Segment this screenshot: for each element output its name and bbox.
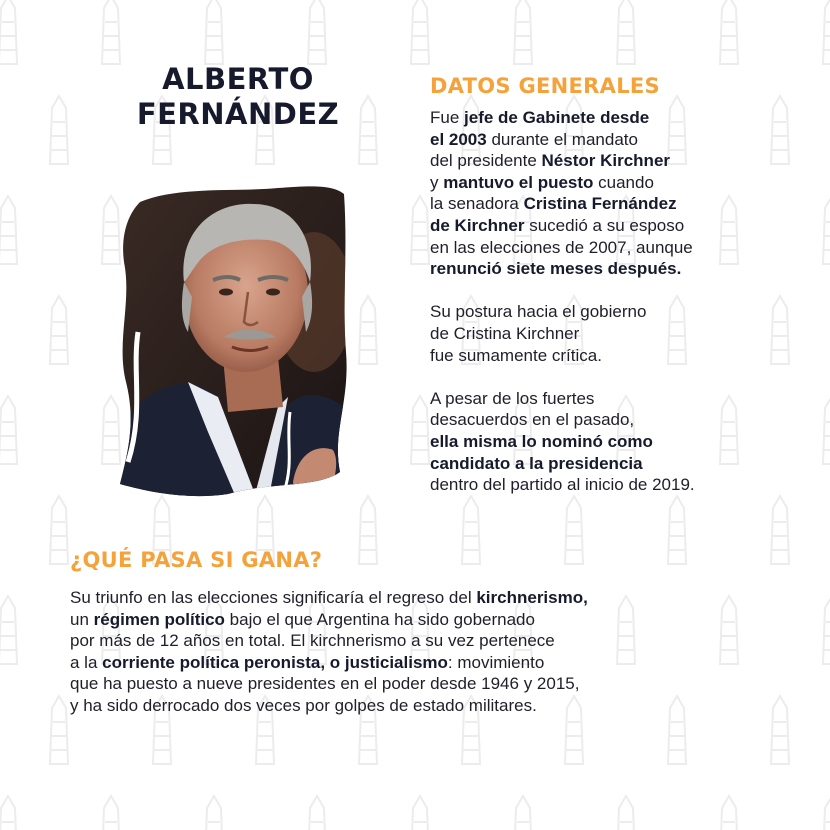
obelisk-icon xyxy=(771,696,789,764)
text-line xyxy=(430,258,810,280)
text-line xyxy=(70,695,770,717)
text-segment: A pesar de los fuertes xyxy=(430,388,595,408)
text-segment: Su postura hacia el gobierno xyxy=(430,302,647,322)
obelisk-icon xyxy=(617,796,635,830)
obelisk-icon xyxy=(514,796,532,830)
text-line xyxy=(430,474,810,496)
text-segment: la senadora xyxy=(430,194,524,214)
text-line xyxy=(430,323,810,345)
obelisk-icon xyxy=(411,396,429,464)
obelisk-icon xyxy=(0,796,17,830)
text-line xyxy=(70,630,770,652)
text-segment: fue sumamente crítica. xyxy=(430,345,602,365)
bold-text: Néstor Kirchner xyxy=(541,151,671,171)
bold-text: de Kirchner xyxy=(430,215,525,235)
text-line xyxy=(430,150,810,172)
obelisk-icon xyxy=(411,796,429,830)
text-line xyxy=(430,345,810,367)
text-line xyxy=(430,431,810,453)
obelisk-icon xyxy=(50,296,68,364)
bold-text: corriente política peronista, o justicialismo xyxy=(102,652,448,672)
obelisk-icon xyxy=(0,596,17,664)
candidate-name-title xyxy=(118,62,358,132)
text-line xyxy=(430,129,810,151)
bold-text: candidato a la presidencia xyxy=(430,453,643,473)
text-segment: : movimiento xyxy=(447,652,545,672)
datos-paragraph xyxy=(430,301,810,366)
text-line xyxy=(430,453,810,475)
text-segment: sucedió a su esposo xyxy=(524,215,685,235)
obelisk-icon xyxy=(0,0,17,64)
text-segment: durante el mandato xyxy=(486,129,638,149)
portrait-photo xyxy=(118,182,350,500)
text-line xyxy=(70,609,770,631)
obelisk-icon xyxy=(359,96,377,164)
obelisk-icon xyxy=(102,0,120,64)
text-segment: desacuerdos en el pasado, xyxy=(430,410,635,430)
title-line-1: ALBERTO xyxy=(162,62,314,96)
bold-text: jefe de Gabinete desde xyxy=(464,108,650,127)
text-line xyxy=(430,215,810,237)
obelisk-icon xyxy=(823,796,830,830)
bold-text: kirchnerismo, xyxy=(476,588,588,607)
obelisk-icon xyxy=(823,396,830,464)
datos-paragraph xyxy=(430,388,810,496)
obelisk-icon xyxy=(411,196,429,264)
obelisk-icon xyxy=(102,796,120,830)
datos-generales-heading: DATOS GENERALES xyxy=(430,74,660,98)
text-segment: por más de 12 años en total. El kirchnerismo a su vez pertenece xyxy=(70,631,555,651)
text-segment: del presidente xyxy=(430,151,542,171)
datos-generales-text xyxy=(430,107,810,517)
text-segment: y xyxy=(430,172,444,192)
bold-text: el 2003 xyxy=(430,129,487,149)
bold-text: renunció siete meses después. xyxy=(430,259,682,279)
text-segment: Su triunfo en las elecciones significaría el regreso del xyxy=(70,588,477,607)
text-line xyxy=(70,652,770,674)
obelisk-icon xyxy=(720,0,738,64)
text-segment: que ha puesto a nueve presidentes en el poder desde 1946 y 2015, xyxy=(70,674,580,694)
text-line xyxy=(430,409,810,431)
bold-text: ella misma lo nominó como xyxy=(430,431,653,451)
obelisk-icon xyxy=(205,796,223,830)
text-segment: y ha sido derrocado dos veces por golpes de estado militares. xyxy=(70,695,537,715)
obelisk-icon xyxy=(308,0,326,64)
text-line xyxy=(430,172,810,194)
text-segment: en las elecciones de 2007, aunque xyxy=(430,237,693,257)
obelisk-icon xyxy=(0,396,17,464)
bold-text: Cristina Fernández xyxy=(523,194,677,214)
title-line-2: FERNÁNDEZ xyxy=(136,97,340,131)
obelisk-icon xyxy=(720,796,738,830)
que-pasa-heading: ¿QUÉ PASA SI GANA? xyxy=(70,548,323,572)
obelisk-icon xyxy=(823,596,830,664)
text-line xyxy=(70,587,770,609)
obelisk-icon xyxy=(617,0,635,64)
text-segment: Fue xyxy=(430,108,465,127)
text-line xyxy=(430,388,810,410)
obelisk-icon xyxy=(359,296,377,364)
obelisk-icon xyxy=(50,96,68,164)
obelisk-icon xyxy=(205,0,223,64)
text-segment: un xyxy=(70,609,94,629)
bold-text: mantuvo el puesto xyxy=(443,172,594,192)
text-line xyxy=(70,673,770,695)
text-line xyxy=(430,107,810,129)
text-line xyxy=(430,237,810,259)
obelisk-icon xyxy=(823,196,830,264)
obelisk-icon xyxy=(359,496,377,564)
datos-paragraph xyxy=(430,107,810,280)
obelisk-icon xyxy=(50,696,68,764)
obelisk-icon xyxy=(411,0,429,64)
text-segment: de Cristina Kirchner xyxy=(430,323,580,343)
text-line xyxy=(430,301,810,323)
obelisk-icon xyxy=(514,0,532,64)
bold-text: régimen político xyxy=(93,609,225,629)
obelisk-icon xyxy=(823,0,830,64)
que-pasa-text xyxy=(70,587,770,717)
text-line xyxy=(430,193,810,215)
text-segment: dentro del partido al inicio de 2019. xyxy=(430,475,695,495)
obelisk-icon xyxy=(308,796,326,830)
text-segment: a la xyxy=(70,652,103,672)
text-segment: cuando xyxy=(593,172,654,192)
obelisk-icon xyxy=(50,496,68,564)
obelisk-icon xyxy=(0,196,17,264)
text-segment: bajo el que Argentina ha sido gobernado xyxy=(224,609,535,629)
